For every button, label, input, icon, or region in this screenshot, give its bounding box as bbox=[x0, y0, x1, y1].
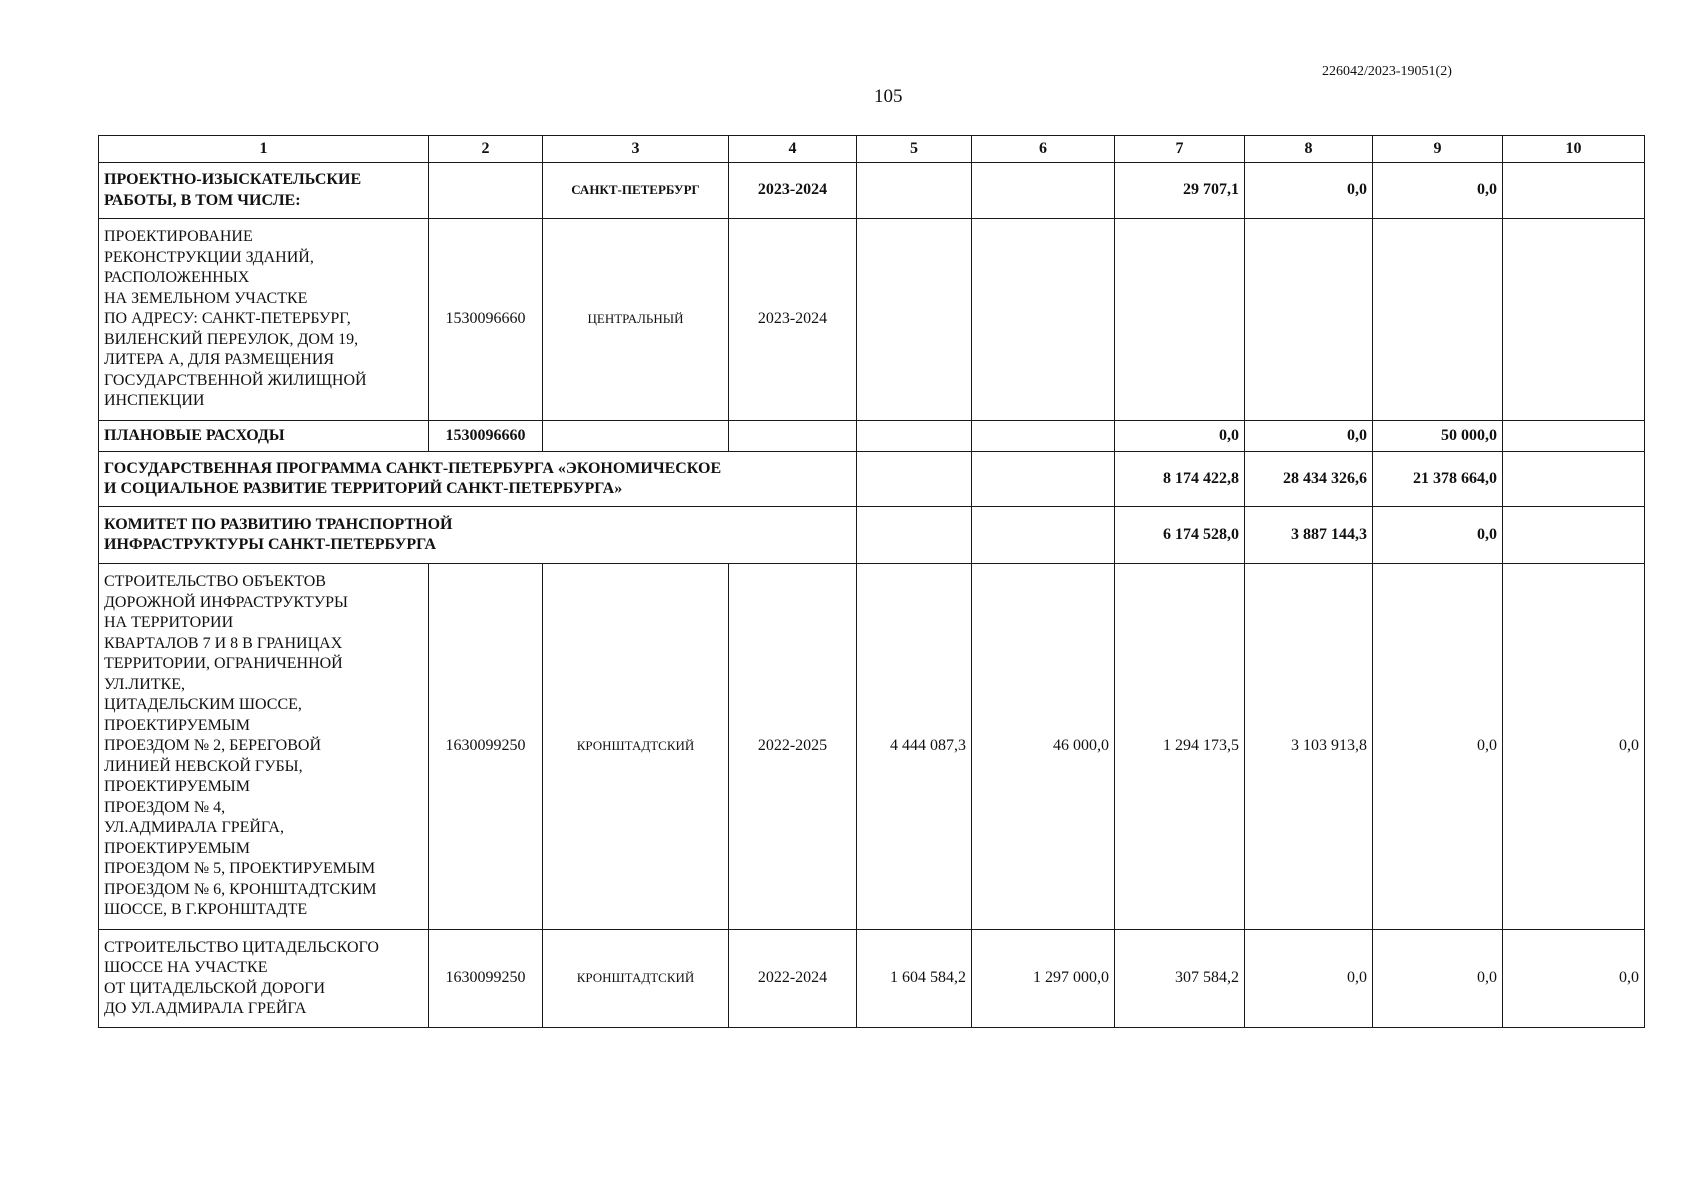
object-name: СТРОИТЕЛЬСТВО ЦИТАДЕЛЬСКОГО ШОССЕ НА УЧАСТКЕ ОТ ЦИТАДЕЛЬСКОЙ ДОРОГИ ДО УЛ.АДМИРАЛА ГРЕЙГА bbox=[99, 930, 429, 1028]
program-name: ГОСУДАРСТВЕННАЯ ПРОГРАММА САНКТ-ПЕТЕРБУРГА «ЭКОНОМИЧЕСКОЕ И СОЦИАЛЬНОЕ РАЗВИТИЕ ТЕРРИТОРИЙ САНКТ-ПЕТЕРБУРГА» bbox=[99, 452, 857, 507]
cell-col-5: 4 444 087,3 bbox=[857, 564, 972, 930]
object-name: СТРОИТЕЛЬСТВО ОБЪЕКТОВ ДОРОЖНОЙ ИНФРАСТРУКТУРЫ НА ТЕРРИТОРИИ КВАРТАЛОВ 7 И 8 В ГРАНИЦАХ ТЕРРИТОРИИ, ОГРАНИЧЕННОЙ УЛ.ЛИТКЕ, ЦИТАДЕЛЬСКИМ ШОССЕ, ПРОЕКТИРУЕМЫМ ПРОЕЗДОМ № 2, БЕРЕГОВОЙ ЛИНИЕЙ НЕВСКОЙ ГУБЫ, ПРОЕКТИРУЕМЫМ ПРОЕЗДОМ № 4, УЛ.АДМИРАЛА ГРЕЙГА, ПРОЕКТИРУЕМЫМ ПРОЕЗДОМ № 5, ПРОЕКТИРУЕМЫМ ПРОЕЗДОМ № 6, КРОНШТАДТСКИМ ШОССЕ, В Г.КРОНШТАДТЕ bbox=[99, 564, 429, 930]
cell-col-6 bbox=[972, 421, 1115, 452]
table-row bbox=[99, 930, 1645, 1028]
column-number: 9 bbox=[1373, 136, 1503, 163]
column-number: 10 bbox=[1503, 136, 1645, 163]
cell-col-5 bbox=[857, 421, 972, 452]
cell-col-9: 21 378 664,0 bbox=[1373, 452, 1503, 507]
column-number: 5 bbox=[857, 136, 972, 163]
page-number: 105 bbox=[874, 86, 903, 107]
cell-col-7: 8 174 422,8 bbox=[1115, 452, 1245, 507]
cell-col-9: 0,0 bbox=[1373, 930, 1503, 1028]
cell-col-8: 28 434 326,6 bbox=[1245, 452, 1373, 507]
cell-col-7: 1 294 173,5 bbox=[1115, 564, 1245, 930]
target-code: 1530096660 bbox=[429, 421, 543, 452]
cell-col-9: 0,0 bbox=[1373, 507, 1503, 564]
cell-col-7: 307 584,2 bbox=[1115, 930, 1245, 1028]
period: 2023-2024 bbox=[729, 163, 857, 219]
district bbox=[543, 421, 729, 452]
cell-col-7 bbox=[1115, 219, 1245, 421]
object-name: ПЛАНОВЫЕ РАСХОДЫ bbox=[99, 421, 429, 452]
cell-col-5 bbox=[857, 507, 972, 564]
cell-col-6: 46 000,0 bbox=[972, 564, 1115, 930]
cell-col-5 bbox=[857, 163, 972, 219]
object-name: ПРОЕКТНО-ИЗЫСКАТЕЛЬСКИЕ РАБОТЫ, В ТОМ ЧИСЛЕ: bbox=[99, 163, 429, 219]
cell-col-10 bbox=[1503, 421, 1645, 452]
column-number: 3 bbox=[543, 136, 729, 163]
column-number: 8 bbox=[1245, 136, 1373, 163]
target-code bbox=[429, 163, 543, 219]
table-row bbox=[99, 564, 1645, 930]
cell-col-8 bbox=[1245, 219, 1373, 421]
cell-col-8: 0,0 bbox=[1245, 421, 1373, 452]
table-row bbox=[99, 452, 1645, 507]
target-code: 1630099250 bbox=[429, 564, 543, 930]
period bbox=[729, 421, 857, 452]
cell-col-10 bbox=[1503, 219, 1645, 421]
table-row bbox=[99, 219, 1645, 421]
column-number: 7 bbox=[1115, 136, 1245, 163]
cell-col-5 bbox=[857, 219, 972, 421]
column-number: 4 bbox=[729, 136, 857, 163]
cell-col-9 bbox=[1373, 219, 1503, 421]
district: КРОНШТАДТСКИЙ bbox=[543, 930, 729, 1028]
cell-col-8: 0,0 bbox=[1245, 930, 1373, 1028]
period: 2023-2024 bbox=[729, 219, 857, 421]
cell-col-10 bbox=[1503, 163, 1645, 219]
cell-col-8: 3 103 913,8 bbox=[1245, 564, 1373, 930]
cell-col-10: 0,0 bbox=[1503, 564, 1645, 930]
object-name: ПРОЕКТИРОВАНИЕ РЕКОНСТРУКЦИИ ЗДАНИЙ, РАСПОЛОЖЕННЫХ НА ЗЕМЕЛЬНОМ УЧАСТКЕ ПО АДРЕСУ: САНКТ-ПЕТЕРБУРГ, ВИЛЕНСКИЙ ПЕРЕУЛОК, ДОМ 19, ЛИТЕРА А, ДЛЯ РАЗМЕЩЕНИЯ ГОСУДАРСТВЕННОЙ ЖИЛИЩНОЙ ИНСПЕКЦИИ bbox=[99, 219, 429, 421]
table-row bbox=[99, 507, 1645, 564]
period: 2022-2024 bbox=[729, 930, 857, 1028]
cell-col-10 bbox=[1503, 507, 1645, 564]
cell-col-6 bbox=[972, 507, 1115, 564]
column-number-row bbox=[99, 136, 1645, 163]
cell-col-6 bbox=[972, 452, 1115, 507]
cell-col-6 bbox=[972, 219, 1115, 421]
column-number: 2 bbox=[429, 136, 543, 163]
cell-col-7: 0,0 bbox=[1115, 421, 1245, 452]
district: ЦЕНТРАЛЬНЫЙ bbox=[543, 219, 729, 421]
period: 2022-2025 bbox=[729, 564, 857, 930]
cell-col-6 bbox=[972, 163, 1115, 219]
column-number: 6 bbox=[972, 136, 1115, 163]
cell-col-9: 0,0 bbox=[1373, 564, 1503, 930]
cell-col-9: 0,0 bbox=[1373, 163, 1503, 219]
cell-col-5: 1 604 584,2 bbox=[857, 930, 972, 1028]
cell-col-10 bbox=[1503, 452, 1645, 507]
cell-col-8: 0,0 bbox=[1245, 163, 1373, 219]
committee-name: КОМИТЕТ ПО РАЗВИТИЮ ТРАНСПОРТНОЙ ИНФРАСТРУКТУРЫ САНКТ-ПЕТЕРБУРГА bbox=[99, 507, 857, 564]
table-row bbox=[99, 421, 1645, 452]
cell-col-10: 0,0 bbox=[1503, 930, 1645, 1028]
cell-col-6: 1 297 000,0 bbox=[972, 930, 1115, 1028]
cell-col-7: 29 707,1 bbox=[1115, 163, 1245, 219]
cell-col-9: 50 000,0 bbox=[1373, 421, 1503, 452]
district: САНКТ-ПЕТЕРБУРГ bbox=[543, 163, 729, 219]
cell-col-8: 3 887 144,3 bbox=[1245, 507, 1373, 564]
cell-col-7: 6 174 528,0 bbox=[1115, 507, 1245, 564]
table-row bbox=[99, 163, 1645, 219]
target-code: 1530096660 bbox=[429, 219, 543, 421]
budget-table bbox=[98, 135, 1645, 1028]
district: КРОНШТАДТСКИЙ bbox=[543, 564, 729, 930]
cell-col-5 bbox=[857, 452, 972, 507]
column-number: 1 bbox=[99, 136, 429, 163]
document-id: 226042/2023-19051(2) bbox=[1322, 64, 1452, 79]
target-code: 1630099250 bbox=[429, 930, 543, 1028]
